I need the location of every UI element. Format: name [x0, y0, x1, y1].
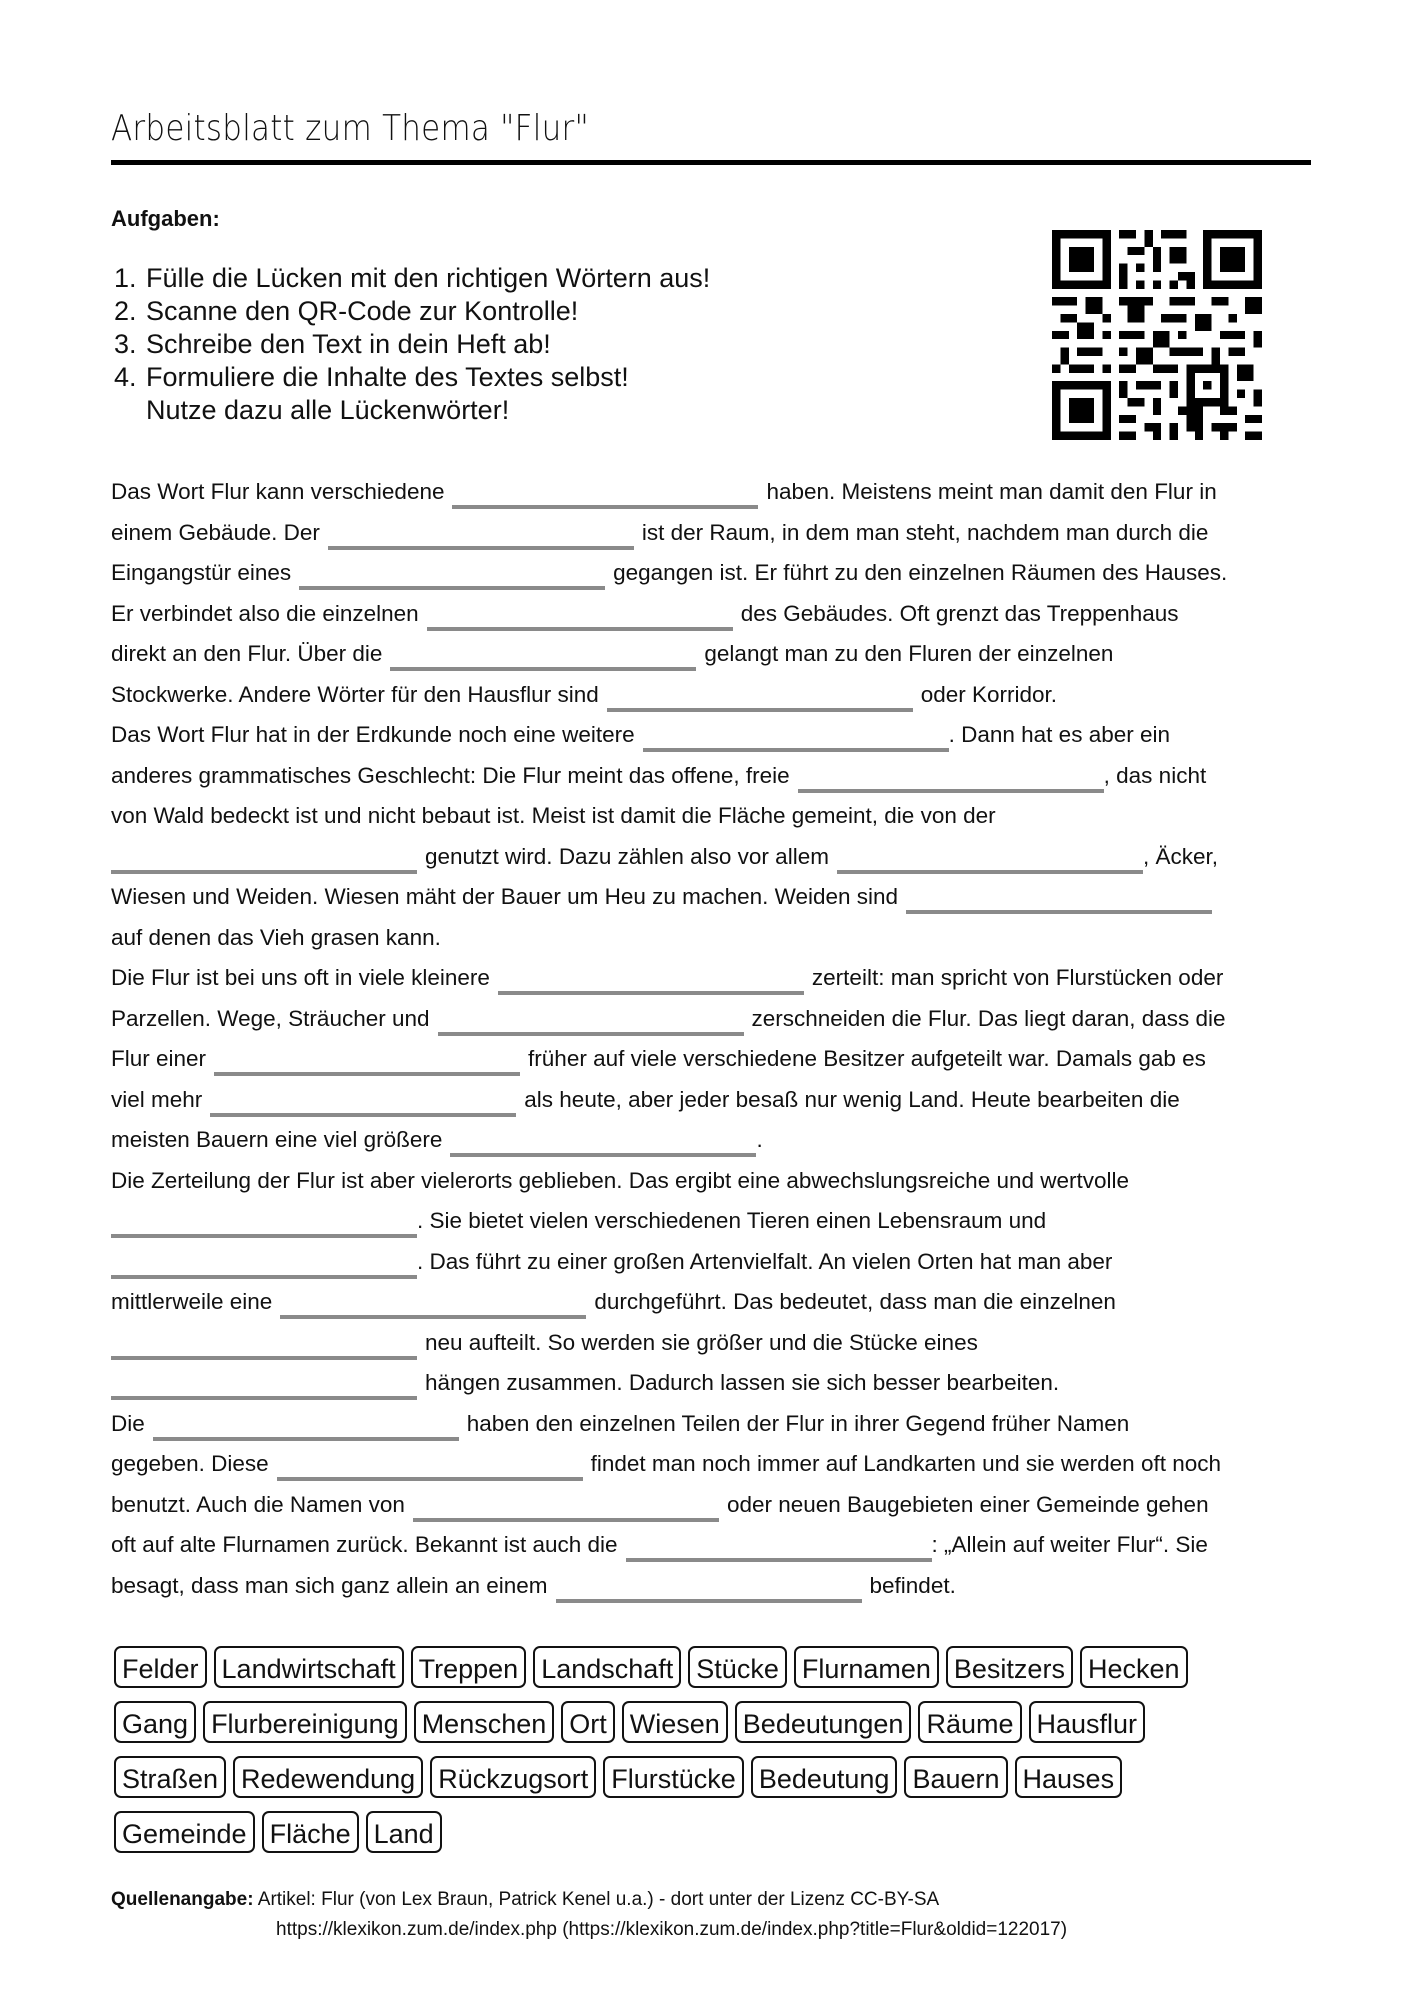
cloze-text-segment: Die Zerteilung der Flur ist aber vielerorts geblieben. Das ergibt eine abwechslungsreiche und wertvolle	[111, 1167, 1130, 1193]
cloze-line	[111, 634, 1321, 675]
cloze-text-segment: Stockwerke. Andere Wörter für den Hausflur sind	[111, 681, 599, 707]
word-chip[interactable]: Hecken	[1080, 1646, 1188, 1688]
cloze-text-segment: findet man noch immer auf Landkarten und sie werden oft noch	[590, 1451, 1221, 1476]
word-chip[interactable]: Flurbereinigung	[203, 1701, 407, 1743]
cloze-line	[111, 472, 1321, 513]
cloze-text-segment: befindet.	[869, 1572, 956, 1598]
cloze-line	[111, 1323, 1321, 1364]
cloze-line	[111, 796, 1321, 837]
blank-gap[interactable]	[277, 1453, 583, 1481]
cloze-text-segment: mittlerweile eine	[111, 1289, 273, 1314]
task-text: Formuliere die Inhalte des Textes selbst!	[146, 362, 629, 392]
word-chip[interactable]: Rückzugsort	[430, 1756, 596, 1798]
word-chip[interactable]: Treppen	[411, 1646, 527, 1688]
cloze-text-segment: besagt, dass man sich ganz allein an einem	[111, 1572, 548, 1598]
cloze-line	[111, 1566, 1321, 1607]
word-chip[interactable]: Bedeutung	[751, 1756, 898, 1798]
cloze-text-segment: viel mehr	[111, 1086, 203, 1112]
cloze-line	[111, 513, 1321, 554]
task-item	[114, 361, 710, 394]
cloze-text-segment: früher auf viele verschiedene Besitzer aufgeteilt war. Damals gab es	[528, 1046, 1206, 1071]
cloze-text-segment: gegangen ist. Er führt zu den einzelnen Räumen des Hauses.	[613, 560, 1228, 585]
blank-gap[interactable]	[390, 643, 696, 671]
cloze-line	[111, 1039, 1321, 1080]
cloze-line	[111, 1404, 1321, 1445]
cloze-text-segment: Flur einer	[111, 1046, 207, 1071]
cloze-line	[111, 1120, 1321, 1161]
cloze-line	[111, 877, 1321, 918]
cloze-text-segment: hängen zusammen. Dadurch lassen sie sich besser bearbeiten.	[425, 1370, 1060, 1395]
cloze-line	[111, 999, 1321, 1040]
cloze-text-segment: Parzellen. Wege, Sträucher und	[111, 1005, 430, 1031]
cloze-line	[111, 594, 1321, 635]
worksheet-title: Arbeitsblatt zum Thema "Flur"	[111, 108, 589, 149]
source-line	[111, 1885, 1067, 1915]
word-chip[interactable]: Besitzers	[946, 1646, 1073, 1688]
blank-gap[interactable]	[214, 1048, 520, 1076]
cloze-line	[111, 1525, 1321, 1566]
cloze-text-segment: . Das führt zu einer großen Artenvielfalt. An vielen Orten hat man aber	[417, 1248, 1113, 1274]
cloze-text-segment: oft auf alte Flurnamen zurück. Bekannt ist auch die	[111, 1532, 618, 1557]
cloze-text-segment: zerteilt: man spricht von Flurstücken oder	[811, 965, 1224, 990]
blank-gap[interactable]	[111, 1372, 417, 1400]
cloze-line	[111, 958, 1321, 999]
source-citation	[111, 1885, 1067, 1945]
word-bank-row	[114, 1701, 1314, 1756]
cloze-text-segment: oder neuen Baugebieten einer Gemeinde gehen	[726, 1491, 1209, 1517]
cloze-text-segment: haben. Meistens meint man damit den Flur in	[766, 479, 1217, 504]
source-label: Quellenangabe:	[111, 1889, 254, 1910]
cloze-line	[111, 1242, 1321, 1283]
task-text: Nutze dazu alle Lückenwörter!	[146, 395, 510, 425]
word-chip[interactable]: Redewendung	[233, 1756, 423, 1798]
cloze-line	[111, 756, 1321, 797]
cloze-line	[111, 1282, 1321, 1323]
word-chip[interactable]: Wiesen	[622, 1701, 728, 1743]
word-chip[interactable]: Hausflur	[1029, 1701, 1146, 1743]
cloze-text-segment: meisten Bauern eine viel größere	[111, 1127, 443, 1152]
cloze-line	[111, 1201, 1321, 1242]
word-chip[interactable]: Gang	[114, 1701, 196, 1743]
blank-gap[interactable]	[906, 886, 1212, 914]
blank-gap[interactable]	[626, 1534, 932, 1562]
cloze-text-segment: . Dann hat es aber ein	[948, 722, 1171, 747]
cloze-text-segment: . Sie bietet vielen verschiedenen Tieren einen Lebensraum und	[417, 1208, 1047, 1233]
cloze-text-segment: von Wald bedeckt ist und nicht bebaut ist. Meist ist damit die Fläche gemeint, die von der	[111, 803, 996, 828]
word-bank-row	[114, 1646, 1314, 1701]
cloze-text-segment: gegeben. Diese	[111, 1451, 269, 1476]
cloze-text-segment: Er verbindet also die einzelnen	[111, 600, 419, 626]
blank-gap[interactable]	[427, 603, 733, 631]
title-divider	[111, 160, 1311, 165]
cloze-line	[111, 837, 1321, 878]
blank-gap[interactable]	[498, 967, 804, 995]
blank-gap[interactable]	[798, 765, 1104, 793]
cloze-text-segment: Wiesen und Weiden. Wiesen mäht der Bauer um Heu zu machen. Weiden sind	[111, 884, 899, 909]
cloze-text-segment: genutzt wird. Dazu zählen also vor allem	[425, 843, 829, 869]
blank-gap[interactable]	[111, 1251, 417, 1279]
task-text: Fülle die Lücken mit den richtigen Wörtern aus!	[146, 263, 711, 293]
word-chip[interactable]: Landschaft	[533, 1646, 681, 1688]
word-chip[interactable]: Flurstücke	[603, 1756, 744, 1798]
blank-gap[interactable]	[111, 846, 417, 874]
blank-gap[interactable]	[607, 684, 913, 712]
word-chip[interactable]: Straßen	[114, 1756, 226, 1798]
word-chip[interactable]: Flurnamen	[794, 1646, 939, 1688]
cloze-text-segment: neu aufteilt. So werden sie größer und die Stücke eines	[425, 1329, 978, 1355]
blank-gap[interactable]	[450, 1129, 756, 1157]
task-item	[114, 295, 710, 328]
cloze-text-segment: auf denen das Vieh grasen kann.	[111, 924, 441, 950]
cloze-text-segment: Eingangstür eines	[111, 560, 292, 585]
cloze-text-segment: einem Gebäude. Der	[111, 519, 320, 545]
blank-gap[interactable]	[643, 724, 949, 752]
word-chip[interactable]: Räume	[918, 1701, 1021, 1743]
word-chip[interactable]: Hauses	[1015, 1756, 1123, 1798]
blank-gap[interactable]	[111, 1210, 417, 1238]
blank-gap[interactable]	[111, 1332, 417, 1360]
blank-gap[interactable]	[837, 846, 1143, 874]
task-number: 2.	[114, 296, 137, 326]
cloze-text-segment: als heute, aber jeder besaß nur wenig Land. Heute bearbeiten die	[524, 1086, 1180, 1112]
blank-gap[interactable]	[153, 1413, 459, 1441]
cloze-text-segment: Die	[111, 1410, 145, 1436]
cloze-text-segment: : „Allein auf weiter Flur“. Sie	[931, 1532, 1208, 1557]
cloze-line	[111, 1444, 1321, 1485]
word-chip[interactable]: Landwirtschaft	[214, 1646, 404, 1688]
cloze-text-segment: oder Korridor.	[920, 681, 1058, 707]
word-chip[interactable]: Bedeutungen	[735, 1701, 912, 1743]
task-item	[114, 394, 710, 427]
word-chip[interactable]: Fläche	[262, 1811, 359, 1853]
blank-gap[interactable]	[299, 562, 605, 590]
cloze-text-segment: zerschneiden die Flur. Das liegt daran, dass die	[751, 1005, 1226, 1031]
cloze-line	[111, 1161, 1321, 1202]
blank-gap[interactable]	[210, 1089, 516, 1117]
task-text: Schreibe den Text in dein Heft ab!	[146, 329, 551, 359]
task-list	[114, 262, 710, 427]
word-bank-row	[114, 1811, 1314, 1866]
source-text: Artikel: Flur (von Lex Braun, Patrick Kenel u.a.) - dort unter der Lizenz CC-BY-SA	[257, 1889, 940, 1910]
word-chip[interactable]: Ort	[561, 1701, 615, 1743]
cloze-text-segment: ist der Raum, in dem man steht, nachdem man durch die	[641, 519, 1209, 545]
source-url[interactable]: https://klexikon.zum.de/index.php (https://klexikon.zum.de/index.php?title=Flur&oldid=122017)	[276, 1919, 1068, 1940]
cloze-text-segment: Das Wort Flur hat in der Erdkunde noch eine weitere	[111, 722, 635, 747]
word-chip[interactable]: Gemeinde	[114, 1811, 255, 1853]
cloze-line	[111, 675, 1321, 716]
cloze-text	[111, 472, 1321, 1606]
cloze-line	[111, 553, 1321, 594]
cloze-line	[111, 715, 1321, 756]
cloze-text-segment: , das nicht	[1103, 762, 1207, 788]
word-chip[interactable]: Bauern	[904, 1756, 1007, 1798]
task-item	[114, 262, 710, 295]
cloze-text-segment: durchgeführt. Das bedeutet, dass man die einzelnen	[594, 1289, 1116, 1314]
blank-gap[interactable]	[280, 1291, 586, 1319]
cloze-text-segment: haben den einzelnen Teilen der Flur in ihrer Gegend früher Namen	[466, 1410, 1130, 1436]
word-bank-row	[114, 1756, 1314, 1811]
cloze-line	[111, 918, 1321, 959]
task-number: 3.	[114, 329, 137, 359]
cloze-text-segment: direkt an den Flur. Über die	[111, 641, 383, 666]
task-number: 4.	[114, 362, 137, 392]
cloze-text-segment: gelangt man zu den Fluren der einzelnen	[704, 641, 1114, 666]
word-chip[interactable]: Menschen	[414, 1701, 555, 1743]
cloze-text-segment: anderes grammatisches Geschlecht: Die Flur meint das offene, freie	[111, 762, 790, 788]
cloze-line	[111, 1080, 1321, 1121]
qr-code-icon[interactable]	[1052, 230, 1262, 440]
blank-gap[interactable]	[438, 1008, 744, 1036]
tasks-heading: Aufgaben:	[111, 206, 220, 231]
cloze-text-segment: benutzt. Auch die Namen von	[111, 1491, 405, 1517]
word-bank	[114, 1646, 1314, 1866]
task-number	[114, 394, 146, 427]
cloze-text-segment: des Gebäudes. Oft grenzt das Treppenhaus	[740, 600, 1179, 626]
cloze-text-segment: , Äcker,	[1142, 843, 1218, 869]
task-number: 1.	[114, 263, 137, 293]
blank-gap[interactable]	[556, 1575, 862, 1603]
cloze-line	[111, 1485, 1321, 1526]
cloze-line	[111, 1363, 1321, 1404]
blank-gap[interactable]	[328, 522, 634, 550]
blank-gap[interactable]	[413, 1494, 719, 1522]
task-text: Scanne den QR-Code zur Kontrolle!	[146, 296, 579, 326]
task-item	[114, 328, 710, 361]
word-chip[interactable]: Land	[366, 1811, 442, 1853]
blank-gap[interactable]	[452, 481, 758, 509]
cloze-text-segment: Die Flur ist bei uns oft in viele kleinere	[111, 965, 490, 990]
word-chip[interactable]: Stücke	[688, 1646, 787, 1688]
word-chip[interactable]: Felder	[114, 1646, 207, 1688]
cloze-text-segment: Das Wort Flur kann verschiedene	[111, 479, 445, 504]
cloze-text-segment: .	[756, 1127, 763, 1152]
